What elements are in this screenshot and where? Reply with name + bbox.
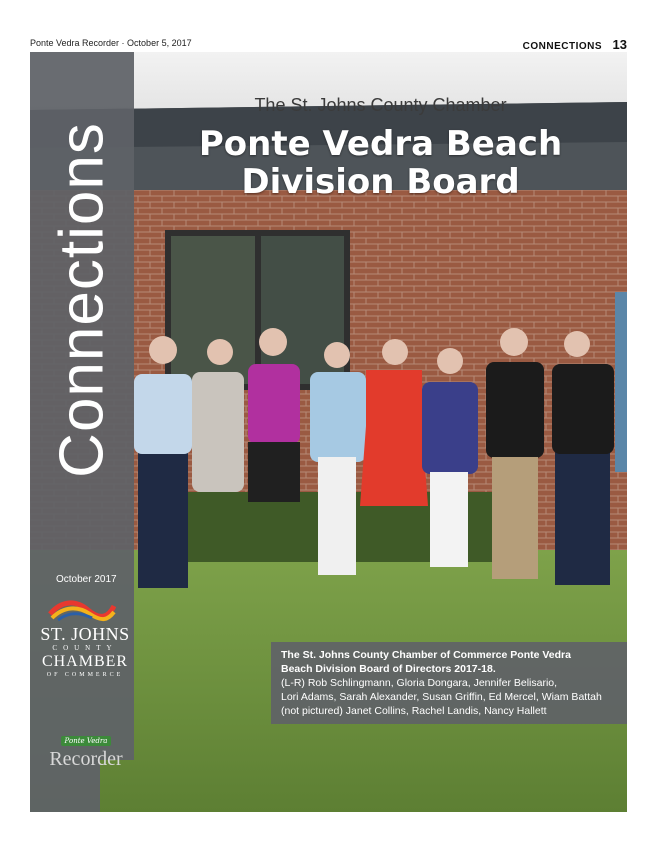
issue-date: October 2017 [56, 574, 117, 585]
recorder-logo [40, 730, 132, 769]
chamber-logo [40, 624, 130, 680]
caption-line2: Beach Division Board of Directors 2017-18. [281, 663, 496, 675]
cover-title-line2: Division Board [241, 162, 520, 202]
running-header-left: Ponte Vedra Recorder · October 5, 2017 [30, 38, 192, 48]
magazine-title: Connections [47, 122, 117, 478]
chamber-logo-line1: ST. JOHNS [40, 624, 130, 644]
caption-line4: Lori Adams, Sarah Alexander, Susan Griffin, Ed Mercel, Wiam Battah [281, 691, 602, 703]
cover-kicker: The St. Johns County Chamber [254, 95, 507, 115]
recorder-logo-word: Recorder [49, 748, 123, 770]
caption-line1: The St. Johns County Chamber of Commerce Ponte Vedra [281, 649, 571, 661]
caption-line3: (L-R) Rob Schlingmann, Gloria Dongara, Jennifer Belisario, [281, 677, 558, 689]
chamber-logo-line2: COUNTY [52, 644, 118, 652]
chamber-logo-line4: OF COMMERCE [46, 672, 124, 678]
caption-line5: (not pictured) Janet Collins, Rachel Landis, Nancy Hallett [281, 705, 547, 717]
recorder-logo-tag: Ponte Vedra [61, 736, 112, 746]
chamber-wave-logo-icon [48, 596, 116, 622]
cover-title-line1: Ponte Vedra Beach [198, 124, 563, 164]
cover-title [134, 125, 627, 201]
section-name: CONNECTIONS [522, 41, 603, 52]
page-number: 13 [612, 37, 627, 52]
chamber-logo-line3: CHAMBER [41, 653, 129, 670]
photo-caption [271, 642, 627, 724]
